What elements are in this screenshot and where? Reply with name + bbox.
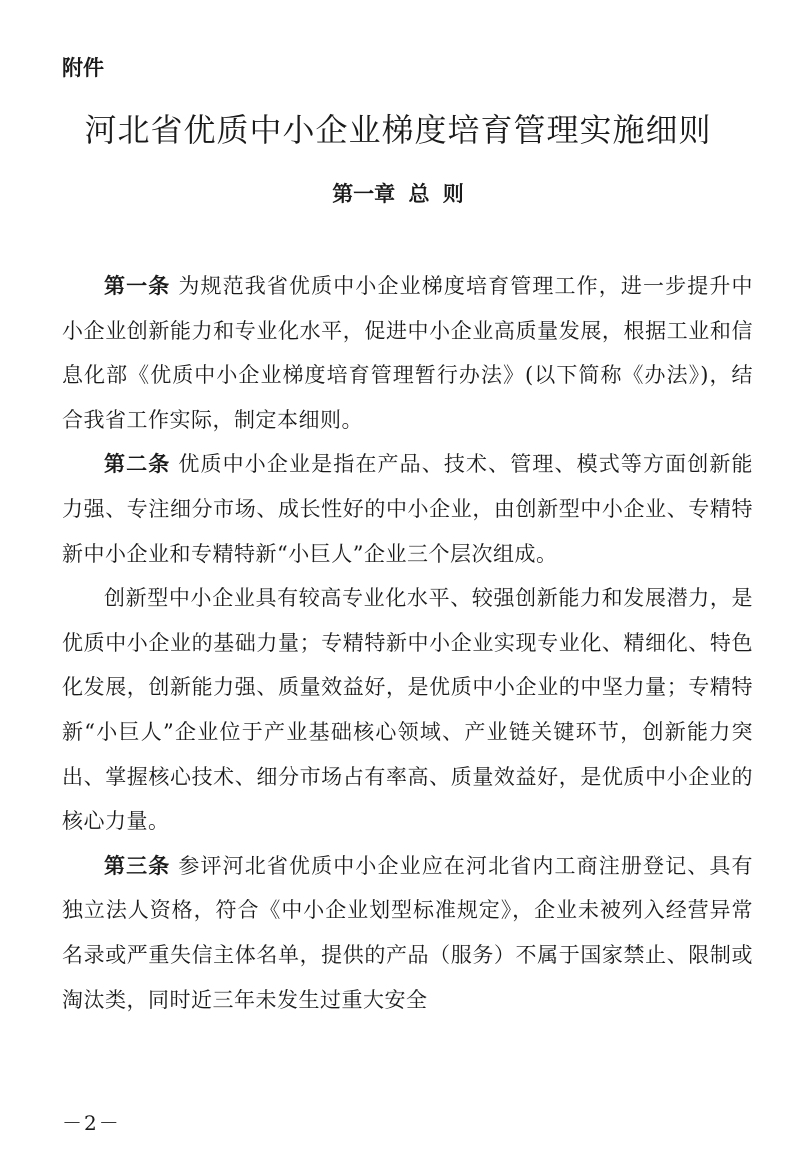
article-text: 创新型中小企业具有较高专业化水平、较强创新能力和发展潜力，是优质中小企业的基础力量；专精特新中小企业实现专业化、精细化、特色化发展，创新能力强、质量效益好，是优质中小企业的中坚力量；专精特新“小巨人”企业位于产业基础核心领域、产业链关键环节，创新能力突出、掌握核心技术、细分市场占有率高、质量效益好，是优质中小企业的核心力量。 — [62, 586, 753, 834]
article-text: 优质中小企业是指在产品、技术、管理、模式等方面创新能力强、专注细分市场、成长性好的中小企业，由创新型中小企业、专精特新中小企业和专精特新“小巨人”企业三个层次组成。 — [62, 452, 753, 566]
chapter-title: 第一章 总 则 — [332, 182, 464, 206]
document-title: 河北省优质中小企业梯度培育管理实施细则 — [84, 111, 712, 150]
article-2 — [62, 442, 753, 576]
document-body — [62, 264, 753, 1022]
article-heading: 第二条 — [104, 452, 171, 477]
article-heading: 第一条 — [104, 274, 171, 298]
attachment-label: 附件 — [62, 56, 104, 80]
article-text: 参评河北省优质中小企业应在河北省内工商注册登记、具有独立法人资格，符合《中小企业划型标准规定》，企业未被列入经营异常名录或严重失信主体名单，提供的产品（服务）不属于国家禁止、限制或淘汰类，同时近三年未发生过重大安全 — [62, 853, 753, 1012]
article-text: 为规范我省优质中小企业梯度培育管理工作，进一步提升中小企业创新能力和专业化水平，促进中小企业高质量发展，根据工业和信息化部《优质中小企业梯度培育管理暂行办法》(以下简称《办法》)，结合我省工作实际，制定本细则。 — [62, 274, 753, 432]
article-heading: 第三条 — [104, 853, 171, 878]
article-2-paragraph — [62, 576, 753, 844]
page-number: －2－ — [62, 1111, 121, 1135]
article-1 — [62, 264, 753, 442]
article-3 — [62, 844, 753, 1022]
